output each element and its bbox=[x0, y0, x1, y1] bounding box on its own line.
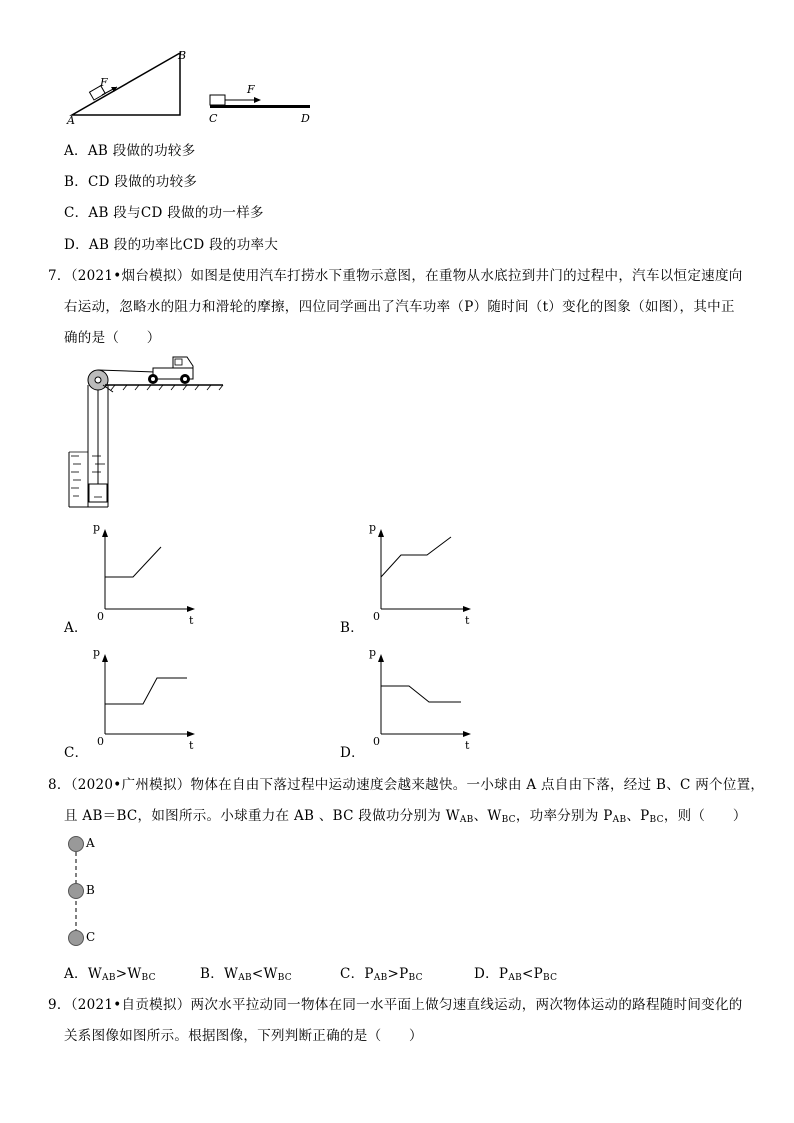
q7-graph-a bbox=[95, 527, 205, 617]
q7a-origin: 0 bbox=[97, 610, 104, 623]
q7b-origin: 0 bbox=[373, 610, 380, 623]
q8-option-d: D．$P_{AB}<P_{BC}$ bbox=[474, 966, 558, 983]
flat-label-d: D bbox=[301, 112, 310, 125]
flat-label-f: F bbox=[247, 83, 255, 96]
curve-c bbox=[105, 678, 187, 704]
q7-stem-line2: 右运动，忽略水的阻力和滑轮的摩擦，四位同学画出了汽车功率（P）随时间（t）变化的图象（如图），其中正 bbox=[64, 299, 735, 315]
ball-label-a: A bbox=[86, 836, 95, 850]
incline-label-f: F bbox=[100, 76, 108, 89]
q8-option-b: B．$W_{AB}<W_{BC}$ bbox=[200, 966, 292, 983]
q7-graph-c bbox=[95, 652, 205, 742]
q7-option-c: C． bbox=[64, 745, 89, 761]
q8-option-c: C．$P_{AB}>P_{BC}$ bbox=[340, 966, 423, 983]
q8-stem-line2: 且 AB＝BC，如图所示。小球重力在 AB 、BC 段做功分别为 $W_{AB}$、$W_{BC}$，功率分别为 $P_{AB}$、$P_{BC}$，则（ ） bbox=[64, 808, 747, 825]
q9-stem-line2: 关系图像如图所示。根据图像，下列判断正确的是（ ） bbox=[64, 1028, 423, 1044]
q7b-ylabel: p bbox=[369, 521, 377, 534]
q6-option-d: D．AB 段的功率比CD 段的功率大 bbox=[64, 237, 279, 253]
q7-option-d: D． bbox=[340, 745, 365, 761]
q6-option-b: B．CD 段做的功较多 bbox=[64, 174, 198, 190]
ball-label-c: C bbox=[86, 930, 96, 944]
q7-option-b: B． bbox=[340, 620, 365, 636]
q7d-origin: 0 bbox=[373, 735, 380, 748]
flat-surface-figure bbox=[205, 80, 315, 115]
q7d-xlabel: t bbox=[465, 739, 470, 752]
incline-label-a: A bbox=[67, 114, 75, 127]
ball-a bbox=[69, 837, 84, 852]
ball-c bbox=[69, 931, 84, 946]
q6-option-c: C．AB 段与CD 段做的功一样多 bbox=[64, 205, 264, 221]
incline-label-b: B bbox=[178, 49, 187, 62]
curve-b bbox=[381, 537, 451, 577]
q7a-xlabel: t bbox=[189, 614, 194, 627]
q6-option-a: A．AB 段做的功较多 bbox=[64, 143, 196, 159]
ball-b bbox=[69, 884, 84, 899]
q7-option-a: A． bbox=[64, 620, 88, 636]
flat-label-c: C bbox=[209, 112, 218, 125]
q7a-ylabel: p bbox=[93, 521, 101, 534]
q8-option-a: A．$W_{AB}>W_{BC}$ bbox=[64, 966, 156, 983]
q7-graph-b bbox=[371, 527, 481, 617]
ball-label-b: B bbox=[86, 883, 95, 897]
q7-graph-d bbox=[371, 652, 481, 742]
q7c-origin: 0 bbox=[97, 735, 104, 748]
q7c-xlabel: t bbox=[189, 739, 194, 752]
q7d-ylabel: p bbox=[369, 646, 377, 659]
q9-stem-line1: 9．（2021•自贡模拟）两次水平拉动同一物体在同一水平面上做匀速直线运动，两次物体运动的路程随时间变化的 bbox=[48, 997, 743, 1013]
q7b-xlabel: t bbox=[465, 614, 470, 627]
curve-d bbox=[381, 686, 461, 702]
curve-a bbox=[105, 547, 161, 577]
q7-stem-line3: 确的是（ ） bbox=[64, 330, 161, 346]
q7-stem-line1: 7．（2021•烟台模拟）如图是使用汽车打捞水下重物示意图，在重物从水底拉到井门的过程中，汽车以恒定速度向 bbox=[48, 268, 743, 284]
q7c-ylabel: p bbox=[93, 646, 101, 659]
q8-stem-line1: 8．（2020•广州模拟）物体在自由下落过程中运动速度会越来越快。一小球由 A 点自由下落，经过 B、C 两个位置， bbox=[48, 777, 765, 793]
well-truck-diagram bbox=[65, 352, 230, 512]
